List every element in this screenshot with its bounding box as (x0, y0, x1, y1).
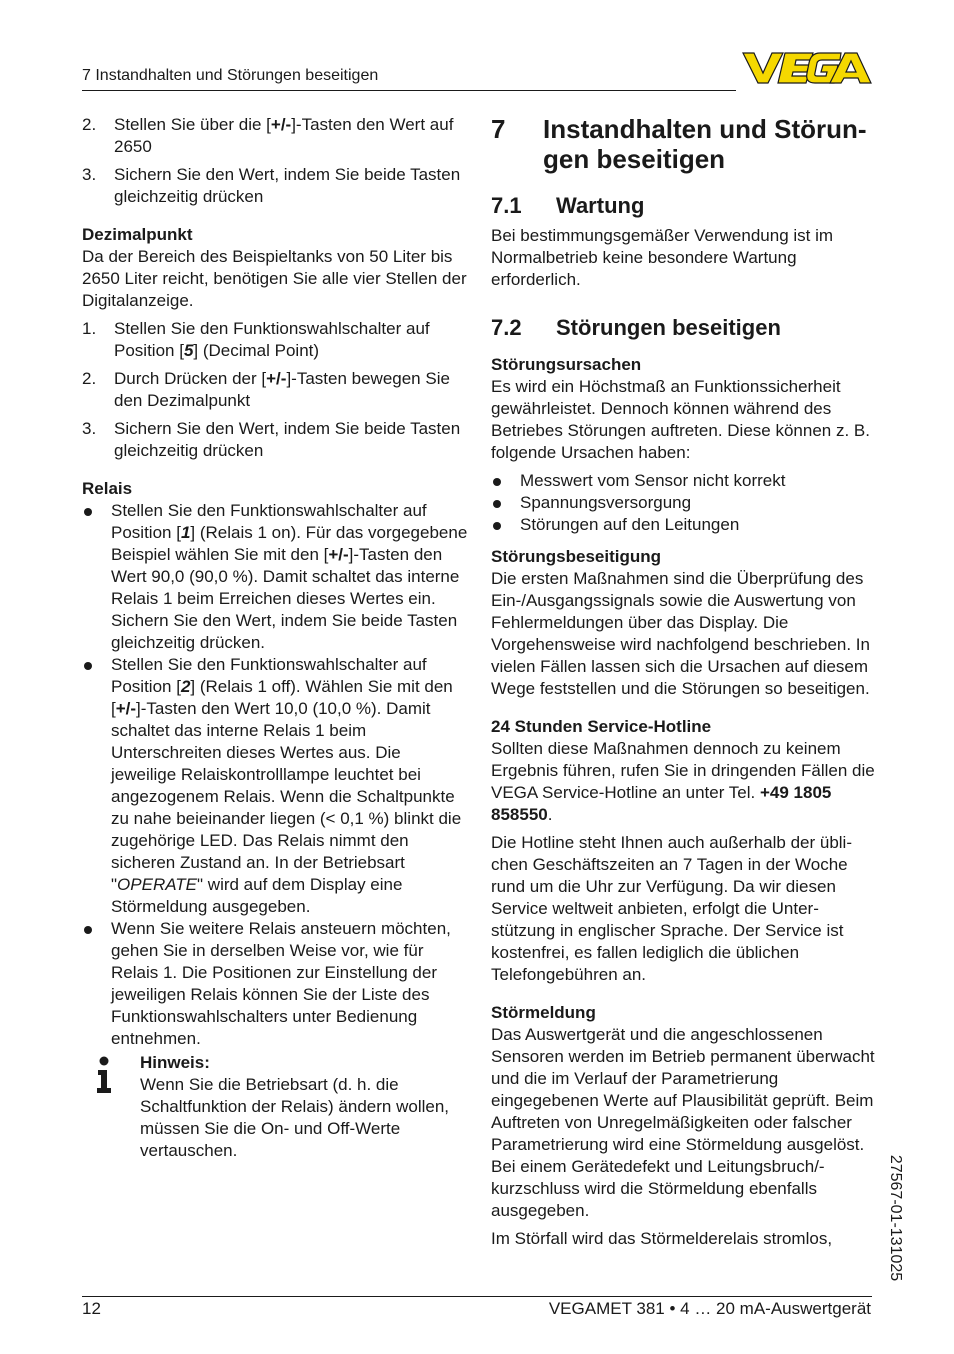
bullet (493, 522, 501, 530)
list-item: 3. Sichern Sie den Wert, indem Sie beide Tasten gleichzeitig drücken (82, 165, 461, 206)
paragraph: Es wird ein Höchstmaß an Funktionssicherheit gewährleistet. Dennoch können während des Betriebes Störungen auftreten. Diese können z. B. folgende Ursachen haben: (491, 377, 870, 462)
left-column (82, 114, 468, 1162)
heading-hotline: 24 Stunden Service-Hotline (491, 717, 712, 736)
footer-title: VEGAMET 381 • 4 … 20 mA-Auswertgerät (548, 1299, 871, 1318)
paragraph: Die ersten Maßnahmen sind die Überprüfung des Ein-/Ausgangssignals sowie die Auswertung von Fehlermeldungen über das Display. Die Vorgehensweise wird nachfolgend beschrieben. In vielen Fällen lassen sich die Ursachen auf diesem Wege feststellen und die Störungen so beseitigen. (491, 569, 870, 698)
list-item: 2. Stellen Sie über die [+/-]-Tasten den Wert auf 2650 (82, 115, 454, 156)
list-item: Spannungsversorgung (491, 492, 877, 514)
running-header: 7 Instandhalten und Störungen beseitigen (82, 67, 379, 84)
steps-top (82, 114, 468, 208)
bullet (84, 508, 92, 516)
info-icon (95, 1056, 113, 1094)
list-item: Wenn Sie weitere Relais ansteuern möchten, gehen Sie in derselben Weise vor, wie für Relais 1. Die Positionen zur Einstellung der jeweiligen Relais können Sie der Liste des Funktionswahlschalters unter Bedienung entnehmen. (82, 918, 468, 1050)
vega-logo (741, 51, 873, 85)
list-item: 1. Stellen Sie den Funktionswahlschalter auf Position [5] (Decimal Point) (82, 319, 430, 360)
list-item: 3. Sichern Sie den Wert, indem Sie beide Tasten gleichzeitig drücken (82, 419, 461, 460)
heading-stoermeldung: Störmeldung (491, 1003, 596, 1022)
section-title-7-2: 7.2 Störungen beseitigen (491, 315, 781, 340)
list-item: Stellen Sie den Funktionswahlschalter auf Position [2] (Relais 1 off). Wählen Sie mit den [+/-]-Tasten den Wert 10,0 (10,0 %). Damit schaltet das interne Relais 1 beim Unterschreiten dieses Wertes aus. Die jeweilige Relaiskontrolllampe leuchtet bei angezogenem Relais. Wenn die Schaltpunkte zu nahe beieinander liegen (< 0,1 %) blinkt die zugehörige LED. Das Relais nimmt den sicheren Zustand an. In der Betriebsart "OPERATE" wird auf dem Display eine Störmeldung ausgegeben. (82, 654, 468, 918)
hotline-phone: +49 1805 858550 (491, 783, 832, 824)
relais-list (82, 500, 468, 1050)
list-item: Stellen Sie den Funktionswahlschalter auf Position [1] (Relais 1 on). Für das vorgegebene Beispiel wählen Sie mit den [+/-]-Tasten den Wert 90,0 (90,0 %). Damit schaltet das interne Relais 1 beim Erreichen dieses Wertes ein. Sichern Sie den Wert, indem Sie beide Tasten gleichzeitig drücken. (82, 500, 468, 654)
heading-relais: Relais (82, 479, 133, 498)
chapter-title: 7 Instandhalten und Störungen beseitigen (491, 114, 867, 174)
note-text: Wenn Sie die Betriebsart (d. h. die Schaltfunktion der Relais) ändern wollen, müssen Sie die On- und Off-Werte vertauschen. (140, 1075, 450, 1160)
header-rule (82, 90, 736, 91)
paragraph: Das Auswertgerät und die angeschlossenen Sensoren werden im Betrieb permanent überwacht und die im Verlauf der Parametrierung eingegebenen Werte auf Plausibilität geprüft. Beim Auftreten von Unregelmäßigkeiten oder falscher Parametrierung wird eine Störmeldung ausgelöst. Bei einem Gerätedefekt und Leitungsbruch/-kurzschluss wird die Störmeldung ebenfalls ausgegeben. (491, 1025, 875, 1220)
note-title: Hinweis: (140, 1053, 210, 1072)
paragraph: Bei bestimmungsgemäßer Verwendung ist im Normalbetrieb keine besondere Wartung erforderlich. (491, 226, 834, 289)
paragraph: Da der Bereich des Beispieltanks von 50 Liter bis 2650 Liter reicht, benötigen Sie alle vier Stellen der Digitalanzeige. (82, 247, 467, 310)
paragraph: Im Störfall wird das Störmelderelais stromlos, (491, 1229, 833, 1248)
note-box (82, 1052, 468, 1162)
doc-code: 27567-01-131025 (887, 1154, 904, 1281)
ursachen-list (491, 470, 877, 536)
paragraph: Sollten diese Maßnahmen dennoch zu keinem Ergebnis führen, rufen Sie in dringenden Fällen die VEGA Service-Hotline an unter Tel. +49 1805 858550. (491, 739, 875, 824)
bullet (493, 500, 501, 508)
bullet (493, 478, 501, 486)
list-item: Störungen auf den Leitungen (491, 514, 877, 536)
heading-stoerungsbeseitigung: Störungsbeseitigung (491, 547, 661, 566)
bullet (84, 662, 92, 670)
paragraph: Die Hotline steht Ihnen auch außerhalb der üblichen Geschäftszeiten an 7 Tagen in der Woche rund um die Uhr zur Verfügung. Da wir diesen Service weltweit anbieten, erfolgt die Unterstützung in englischer Sprache. Der Service ist kostenfrei, es fallen lediglich die üblichen Telefongebühren an. (491, 833, 853, 984)
section-title-7-1: 7.1 Wartung (491, 193, 645, 218)
page-number: 12 (82, 1299, 101, 1318)
list-item: Messwert vom Sensor nicht korrekt (491, 470, 877, 492)
steps-dezimal (82, 318, 468, 462)
footer-rule (82, 1296, 872, 1297)
list-item: 2. Durch Drücken der [+/-]-Tasten bewegen Sie den Dezimalpunkt (82, 369, 450, 410)
heading-dezimalpunkt: Dezimalpunkt (82, 225, 193, 244)
bullet (84, 926, 92, 934)
right-column (491, 114, 877, 1250)
heading-stoerungsursachen: Störungsursachen (491, 355, 642, 374)
